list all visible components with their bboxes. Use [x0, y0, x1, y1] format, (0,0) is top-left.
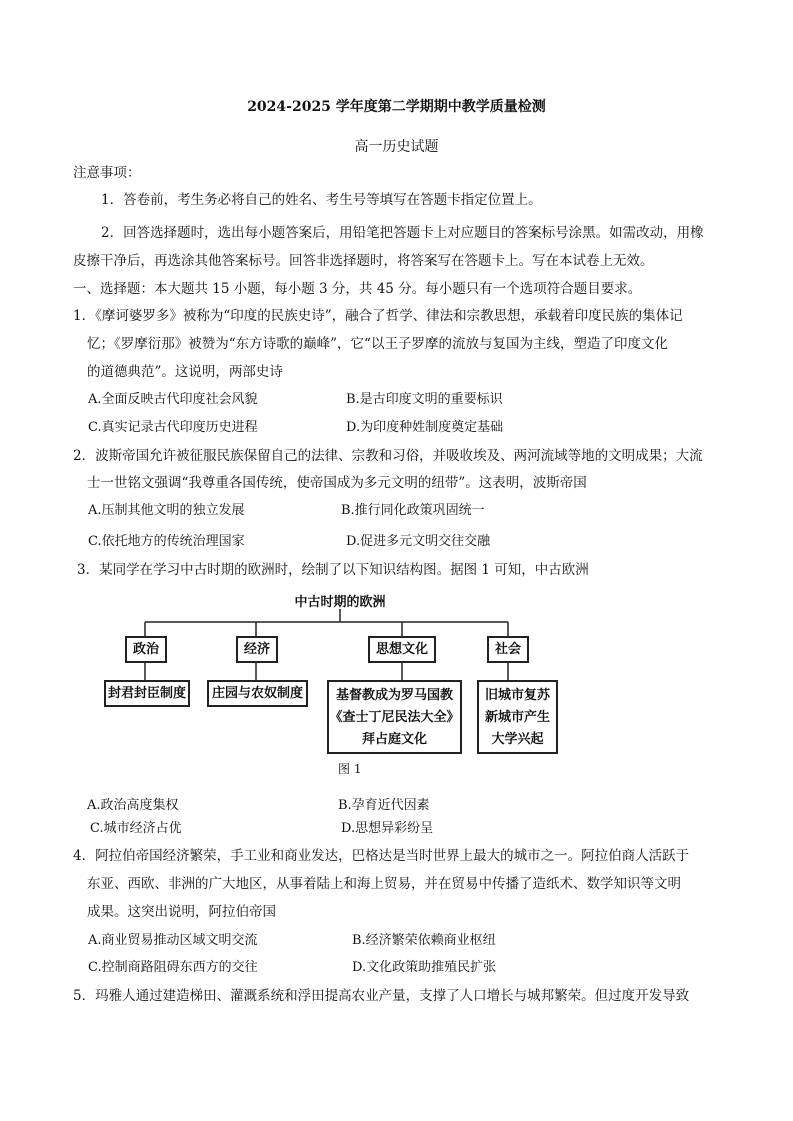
question-4-option-b[interactable]: B.经济繁荣依赖商业枢纽: [352, 933, 496, 948]
exam-subtitle: 高一历史试题: [354, 139, 439, 155]
exam-title: 2024-2025 学年度第二学期期中教学质量检测: [247, 99, 546, 115]
diagram-category-culture: 思想文化: [368, 636, 436, 663]
diagram-detail-economy: 庄园与农奴制度: [207, 680, 308, 707]
diagram-category-economy: 经济: [236, 636, 278, 663]
question-1-line: 忆；《罗摩衍那》被赞为“东方诗歌的巅峰”，它“以王子罗摩的流放与复国为主线，塑造了印度文化: [87, 336, 668, 352]
diagram-detail-line: 基督教成为罗马国教: [335, 688, 453, 703]
question-3-option-c[interactable]: C.城市经济占优: [90, 821, 182, 836]
notice-item: 皮擦干净后，再选涂其他答案标号。回答非选择题时，将答案写在答题卡上。写在本试卷上无效。: [73, 253, 654, 269]
diagram-category-society: 社会: [487, 636, 529, 663]
question-4-line: 成果。这突出说明，阿拉伯帝国: [87, 904, 276, 920]
section-heading: 一、选择题：本大题共 15 小题，每小题 3 分，共 45 分。每小题只有一个选项符合题目要求。: [73, 281, 642, 297]
question-3-line: 3．某同学在学习中古时期的欧洲时，绘制了以下知识结构图。据图 1 可知，中古欧洲: [77, 562, 589, 578]
question-2-line: 2．波斯帝国允许被征服民族保留自己的法律、宗教和习俗，并吸收埃及、两河流域等地的文明成果；大流: [73, 448, 703, 464]
notice-item: 1．答卷前，考生务必将自己的姓名、考生号等填写在答题卡指定位置上。: [101, 192, 542, 208]
diagram-detail-line: 大学兴起: [491, 732, 544, 747]
notice-heading: 注意事项：: [73, 165, 141, 181]
question-2-option-d[interactable]: D.促进多元文明交往交融: [346, 534, 491, 549]
diagram-detail-line: 拜占庭文化: [361, 732, 427, 747]
diagram-detail-line: 《查士丁尼民法大全》: [329, 710, 460, 725]
question-1-line: 1．《摩诃婆罗多》被称为“印度的民族史诗”，融合了哲学、律法和宗教思想，承载着印度民族的集体记: [73, 308, 683, 324]
question-2-option-b[interactable]: B.推行同化政策巩固统一: [341, 503, 485, 518]
question-1-option-c[interactable]: C.真实记录古代印度历史进程: [88, 420, 258, 435]
diagram-detail-society: [477, 680, 558, 754]
question-1-option-d[interactable]: D.为印度种姓制度奠定基础: [346, 420, 504, 435]
diagram-detail-line: 旧城市复苏: [484, 688, 550, 703]
question-1-option-a[interactable]: A.全面反映古代印度社会风貌: [88, 392, 258, 407]
question-3-option-d[interactable]: D.思想异彩纷呈: [341, 821, 434, 836]
question-1-line: 的道德典范”。这说明，两部史诗: [87, 364, 283, 380]
question-4-line: 东亚、西欧、非洲的广大地区，从事着陆上和海上贸易，并在贸易中传播了造纸术、数学知识等文明: [87, 876, 681, 892]
diagram-title: 中古时期的欧洲: [294, 595, 386, 610]
question-4-option-c[interactable]: C.控制商路阻碍东西方的交往: [88, 960, 258, 975]
question-2-option-c[interactable]: C.依托地方的传统治理国家: [88, 534, 245, 549]
question-3-option-a[interactable]: A.政治高度集权: [87, 798, 179, 813]
figure-label: 图 1: [338, 762, 362, 776]
question-1-option-b[interactable]: B.是古印度文明的重要标识: [346, 392, 503, 407]
question-4-line: 4．阿拉伯帝国经济繁荣，手工业和商业发达，巴格达是当时世界上最大的城市之一。阿拉伯商人活跃于: [73, 848, 690, 864]
question-4-option-a[interactable]: A.商业贸易推动区域文明交流: [88, 933, 258, 948]
notice-item: 2．回答选择题时，选出每小题答案后，用铅笔把答题卡上对应题目的答案标号涂黑。如需改动，用橡: [101, 225, 704, 241]
question-4-option-d[interactable]: D.文化政策助推殖民扩张: [352, 960, 497, 975]
diagram-detail-culture: [327, 680, 462, 754]
question-3-option-b[interactable]: B.孕育近代因素: [338, 798, 430, 813]
diagram-detail-politics: 封君封臣制度: [104, 680, 190, 707]
diagram-category-politics: 政治: [125, 636, 167, 663]
question-5-line: 5．玛雅人通过建造梯田、灌溉系统和浮田提高农业产量，支撑了人口增长与城邦繁荣。但过度开发导致: [73, 988, 690, 1004]
diagram-detail-line: 新城市产生: [484, 710, 550, 725]
question-2-option-a[interactable]: A.压制其他文明的独立发展: [88, 503, 245, 518]
question-2-line: 士一世铭文强调“我尊重各国传统，使帝国成为多元文明的纽带”。这表明，波斯帝国: [87, 475, 587, 491]
